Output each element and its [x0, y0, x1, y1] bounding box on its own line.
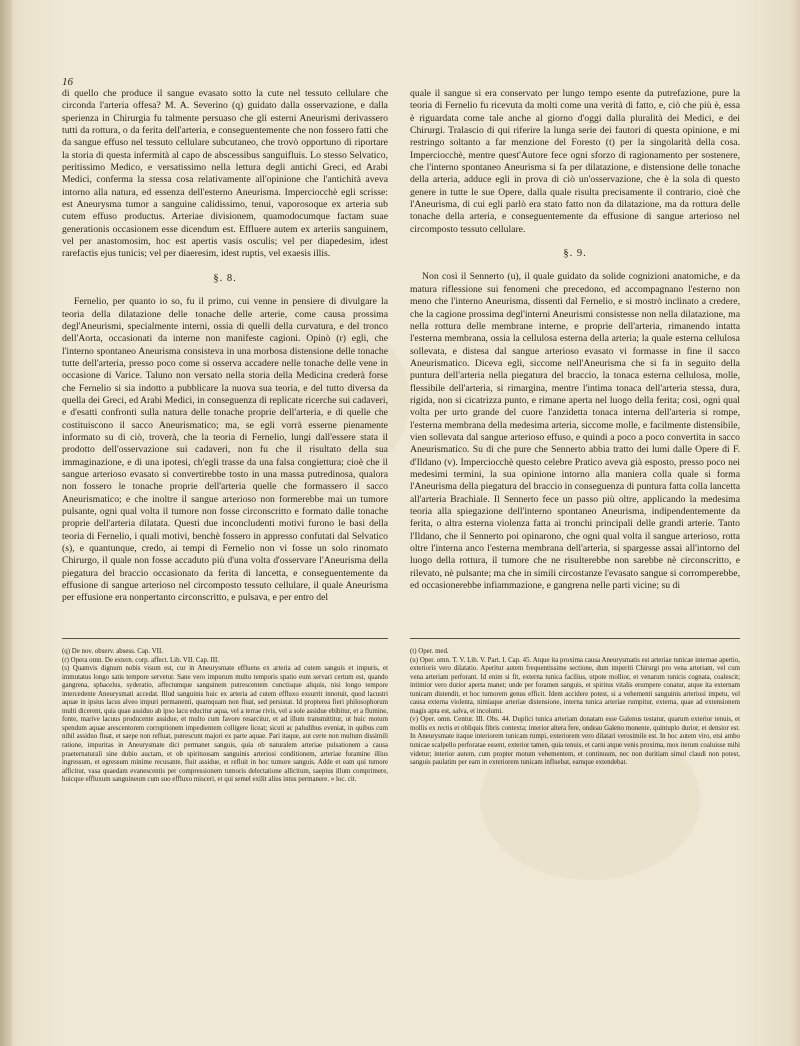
section-heading-8: §. 8.	[213, 272, 237, 284]
left-column	[62, 88, 388, 605]
right-paragraph-2: Non così il Sennerto (u), il quale guidato da solide cognizioni anatomiche, e da matura riflessione sui fenomeni che precedono, ed accompagnano l'esterno non meno che l'interno Aneurisma, dissentì dal Fernelio, e si mostrò inclinato a credere, che la cagione prossima degl'interni Aneurismi consistesse non nella dilatazione, ma nella rottura delle membrane interne, e proprie dell'arteria, rimanendo intatta l'esterna membrana, ossia la cellulosa esterna della arteria; la quale esterna cellulosa sollevata, e distesa dal sangue arterioso evasato vi formasse in fine il sacco Aneurismatico. Diceva egli, siccome nell'Aneurisma che si fa in seguito della puntura dell'arteria nella piegatura del braccio, la tonaca esterna cellulosa, molle, flessibile dell'arteria, si rimargina, mentre l'intima tonaca dell'arteria stessa, dura, rigida, non si cicatrizza punto, e rimane aperta nel luogo della ferita; così, ogni qual volta per urto grande del cuore l'anzidetta tonaca interna dell'arteria si rompe, l'esterna membrana della medesima arteria, siccome molle, e facilmente distensibile, vien sollevata dal sangue arterioso effuso, e quindi a poco a poco convertita in sacco Aneurismatico. Su di che pure che Sennerto abbia tratto dei lumi dalle Opere di F. d'Ildano (v). Imperciocchè questo celebre Pratico aveva già esposto, presso poco nei medesimi termini, la sua opinione intorno alla maniera colla quale si forma l'Aneurisma della piegatura del braccio in conseguenza di puntura fatta colla lancetta all'arteria Brachiale. Il Sennerto fece un passo più oltre, applicando la medesima teoria alla spiegazione dell'interno spontaneo Aneurisma, indipendentemente da ferita, o altra esterna violenza fatta ai tronchi principali delle grandi arterie. Tanto l'Ildano, che il Sennerto poi opinarono, che ogni qual volta il sangue arterioso, rotta oltre l'interna anco l'esterna membrana dell'arteria, si spargesse assai all'intorno del luogo della rottura, il tumore che ne risulterebbe non sarebbe nè circonscritto, e rilevato, nè pulsante; ma che in simili circostanze l'evasato sangue si corromperebbe, ed occasionerebbe infiammazione, e gangrena nelle parti vicine; su di	[410, 271, 740, 592]
footnote-s: (s) Quamvis dignum nobis visum est, cur in Aneurysmate effluens ex arteria ad cutem sanguis et impuris, et immutatus longo satis tempore servetur. Sane vero impurum multo temporis spatio eum servari certum est, quando gangrena, sphacelus, syderatio, affectumque sanguinem putrescentem cunctisque aliquis, nisi longo tempore intercedente Aneurysmati accedat. Illud sanguinis huic ex arteria ad cutem effluxo exsurrit innotuit, quod lacustri aquae in ipsius lacus alveo impuri permanenti, quamquam non fluat, sed persistat. Id propterea fieri philosophorum multi dicerent, quia quae assiduo ab ipso lacu educitur aqua, vel a terrae rivis, vel a sole assidue ebibitur, et a flumine, fonte, marive lacuus producente assidue, et multo cum favore resarcitur, et ad illum transmittitur, ut huic motum spendum aquae arescentorem corruptionem impedientem colligere liceat; sicuti ac paludibus eveniat, in quibus cum nihil assiduo fluat, et saepe non refluat, putrescunt majori ex parte aquae. Pari itaque, aut certe non multum dissimili ratione, impuritas in Aneurysmate dici permanet sanguis, quia ob naturalem arteriae pulsationem a causa praeternaturali sine dubio auctam, et ob spirituosam sanguinis arteriosi conditionem, arteriae foramine illius ingressum, et egressum minime recusante, fluit assidue, et refluit in hoc tumore sanguis. Adde et eam qui tumore afficitur, vasa quaedam evanescentis per compressionem tumoris delectatione allicitum, saepius illum comprimere, huicque effluxum sanguineum cum suo effluxo misceri, et qui semel exilit alius intus permanere. » loc. cit.	[62, 665, 388, 784]
section-heading-9: §. 9.	[563, 248, 587, 260]
footnote-r: (r) Opera omn. De extern. corp. affect. Lib. VII. Cap. III.	[62, 656, 220, 664]
footnote-rule-right	[410, 638, 740, 639]
footnote-rule-left	[62, 638, 388, 639]
left-paragraph-2: Fernelio, per quanto io so, fu il primo, cui venne in pensiere di divulgare la teoria della dilatazione delle tonache delle arterie, come causa prossima degl'Aneurismi, specialmente interni, ossia di quelli della curvatura, e del tronco dell'Aorta, occasionati da interne non manifeste cagioni. Opinò (r) egli, che l'interno spontaneo Aneurisma consisteva in una morbosa distensione delle tonache tutte dell'arteria, presso poco come si osserva accadere nelle tonache delle vene in occasione di Varice. Taluno non versato nella storia della Medicina crederà forse che Fernelio si sia indotto a pubblicare la nuova sua teoria, e del tutto diversa da quella dei Greci, ed Arabi Medici, in conseguenza di replicate ricerche sui cadaveri, e d'esatti confronti sulla natura delle tonache proprie dell'arteria, e di quelle che costituiscono il sacco Aneurismatico; ma, se egli vorrà esserne pienamente informato su di ciò, troverà, che la teoria di Fernelio, lungi dall'essere stata il prodotto dell'osservazione sui cadaveri, non fu che il risultato della sua immaginazione, e di una ipotesi, ch'egli trasse da una falsa congiettura; cioè che il sangue arterioso evasato si convertirebbe tosto in una massa putredinosa, qualora non fossero le tonache proprie dell'arteria quelle che formassero il sacco Aneurismatico; e che inoltre il sangue arterioso non formerebbe mai un tumore pulsante, ogni qual volta il tumore non fosse circonscritto e formato dalle tonache proprie dell'arteria dilatata. Questi due inconcludenti motivi furono le basi della teoria di Fernelio, i quali motivi, benchè fossero in appresso confutati dal Selvatico (s), e quantunque, credo, ai tempi di Fernelio non vi fosse un solo rinomato Chirurgo, il quale non fosse accaduto più d'una volta d'osservare l'Aneurisma della piegatura del braccio occasionato da ferita di lancetta, e conseguentemente da effusione di sangue arterioso nel circomposto tessuto cellulare, il quale Aneurisma per effusione era nonpertanto circonscritto, e pulsava, e per entro del	[62, 296, 388, 604]
footnote-u: (u) Oper. omn. T. V. Lib. V. Part. I. Cap. 45. Atque ita proxima causa Aneurysmatis est arteriae tunicae internae apertio, exterioris vero dilatatio. Aperitur autem frequentissime sectione, dum imperiti Chirurgi pro vena arteriam, vel cum vena arteriam perforant. Id enim si fit, externa tunica facilius, utpote mollior, et venarum tunicis cognata, coalescit; intimior vero durior aperta manet; unde per foramen sanguis, et spiritus vitalis erumpere conatur, atque ita externam tunicam distendit, et hoc tumorem genus efficit. Idem accidere potest, si a vehementi sanguinis arteriosi impetu, vel causa externa violenta, nimiaque arteriae distensione, interna tunica arteriae rumpitur, externa, quae ad extensionem magis apta est, salva, et incolumi.	[410, 656, 740, 715]
right-paragraph-1: quale il sangue si era conservato per lungo tempo esente da putrefazione, pure la teoria di Fernelio fu ricevuta da molti come una verità di fatto, e, ciò che più è, essa è riguardata come tale anche al giorno d'oggi dalla pluralità dei Medici, e dei Chirurgi. Tralascio di qui riferire la lunga serie dei fautori di questa opinione, e mi restringo soltanto a far menzione del Foresto (t) per la singolarità della cosa. Imperciocchè, mentre quest'Autore fece ogni sforzo di ragionamento per sostenere, che l'interno spontaneo Aneurisma si fa per dilatazione, e distensione delle tonache della arteria, adduce egli in prova di ciò un'osservazione, che è la sola di questo genere in tutte le sue Opere, dalla quale risulta precisamente il contrario, cioè che l'Aneurisma, di cui egli parlò era stato fatto non da dilatazione, ma da rottura delle tonache della arteria, e conseguentemente da effusione di sangue arterioso nel circomposto tessuto cellulare.	[410, 88, 740, 235]
left-paragraph-1: di quello che produce il sangue evasato sotto la cute nel tessuto cellulare che circonda l'arteria offesa? M. A. Severino (q) guidato dalla osservazione, e dalla sperienza in Chirurgia fu talmente persuaso che gli esterni Aneurismi derivassero tutti da rottura, o da ferita dell'arteria, e conseguentemente che non fossero fatti che da sangue effuso nel tessuto cellulare subcutaneo, che trovò opportuno di riportare la storia di questa infermità al capo de abscessibus sanguifluis. Lo stesso Selvatico, peritissimo Medico, e versatissimo nella lettura degli antichi Greci, ed Arabi Medici, conferma la stessa cosa relativamente all'opinione che l'antichità aveva intorno alla natura, ed essenza dell'esterno Aneurisma. Imperciocchè egli scrisse: est Aneurysma tumor a sanguine calidissimo, tenui, vaporosoque ex arteria sub cutem effuso productus. Arteriae divisionem, quamodocumque factam suae generationis occasionem esse dicendum est. Effluere autem ex arteriis sanguinem, vel per anastomosim, hoc est apertis vasis osculis; vel per diapedesim, idest rarefactis ejus tunicis; vel per diaeresim, idest ruptis, vel exaesis illis.	[62, 88, 388, 260]
footnote-v: (v) Oper. omn. Centur. III. Obs. 44. Duplici tunica arteriam donatam esse Galenus testatur, quarum exterior tenuis, et mollis ex rectis et obliquis fibris contexta; interior altera fere, ondeau Galeno monente, quintuplo durior, et densior est. In Aneurysmate itaque interiorem tunicam rumpi, exteriorem vero dilatari verosimile est. In hoc autem viro, etsi ambo tunicae scalpello perforatae essent, exterior tamen, quia tenuis, et carni atque venis proxima, mox iterum coaluisse mihi videtur; interior autem, cum propter motum vehementem, et continuum, nec non duritiam simul claudi non potest, sanguis paulatim per eam in exteriorem tunicam influebat, eamque extendebat.	[410, 716, 740, 767]
footnotes-left	[62, 648, 388, 785]
footnotes-right	[410, 648, 740, 768]
page-number: 16	[62, 76, 73, 88]
binding-edge	[0, 0, 12, 1046]
footnote-q: (q) De nov. observ. absess. Cap. VII.	[62, 648, 163, 655]
footnote-t: (t) Oper. med.	[410, 648, 449, 655]
right-column	[410, 88, 740, 592]
